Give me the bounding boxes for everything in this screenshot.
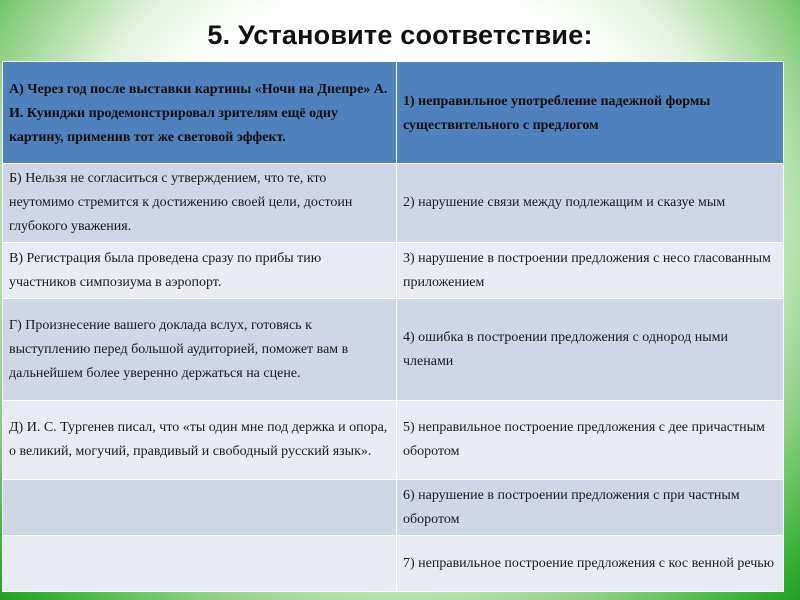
error-type-cell: 7) неправильное построение предложения с кос венной речью (397, 536, 784, 592)
table-row (3, 164, 784, 243)
table-row (3, 536, 784, 592)
error-type-cell: 1) неправильное употребление падежной формы существительного с предлогом (397, 62, 784, 164)
sentence-cell: Д) И. С. Тургенев писал, что «ты один мне под держка и опора, о великий, могучий, правдивый и свободный русский язык». (3, 401, 397, 480)
slide-title: 5. Установите соответствие: (207, 20, 593, 50)
matching-table (2, 61, 784, 592)
error-type-cell: 6) нарушение в построении предложения с при частным оборотом (397, 480, 784, 536)
table-row (3, 299, 784, 401)
error-type-cell: 4) ошибка в построении предложения с однород ными членами (397, 299, 784, 401)
sentence-cell: В) Регистрация была проведена сразу по прибы тию участников симпозиума в аэропорт. (3, 243, 397, 299)
sentence-cell: Б) Нельзя не согласиться с утверждением, что те, кто неутомимо стремится к достижению своей цели, достоин глубокого уважения. (3, 164, 397, 243)
sentence-cell: А) Через год после выставки картины «Ночи на Днепре» А. И. Куинджи продемонстрировал зрителям ещё одну картину, применив тот же световой эффект. (3, 62, 397, 164)
table-row (3, 243, 784, 299)
table-row (3, 401, 784, 480)
sentence-cell (3, 536, 397, 592)
error-type-cell: 5) неправильное построение предложения с дее причастным оборотом (397, 401, 784, 480)
sentence-cell (3, 480, 397, 536)
table-row (3, 480, 784, 536)
error-type-cell: 3) нарушение в построении предложения с несо гласованным приложением (397, 243, 784, 299)
error-type-cell: 2) нарушение связи между подлежащим и сказуе мым (397, 164, 784, 243)
table-row (3, 62, 784, 164)
sentence-cell: Г) Произнесение вашего доклада вслух, готовясь к выступлению перед большой аудиторией, поможет вам в дальнейшем более уверенно держаться на сцене. (3, 299, 397, 401)
